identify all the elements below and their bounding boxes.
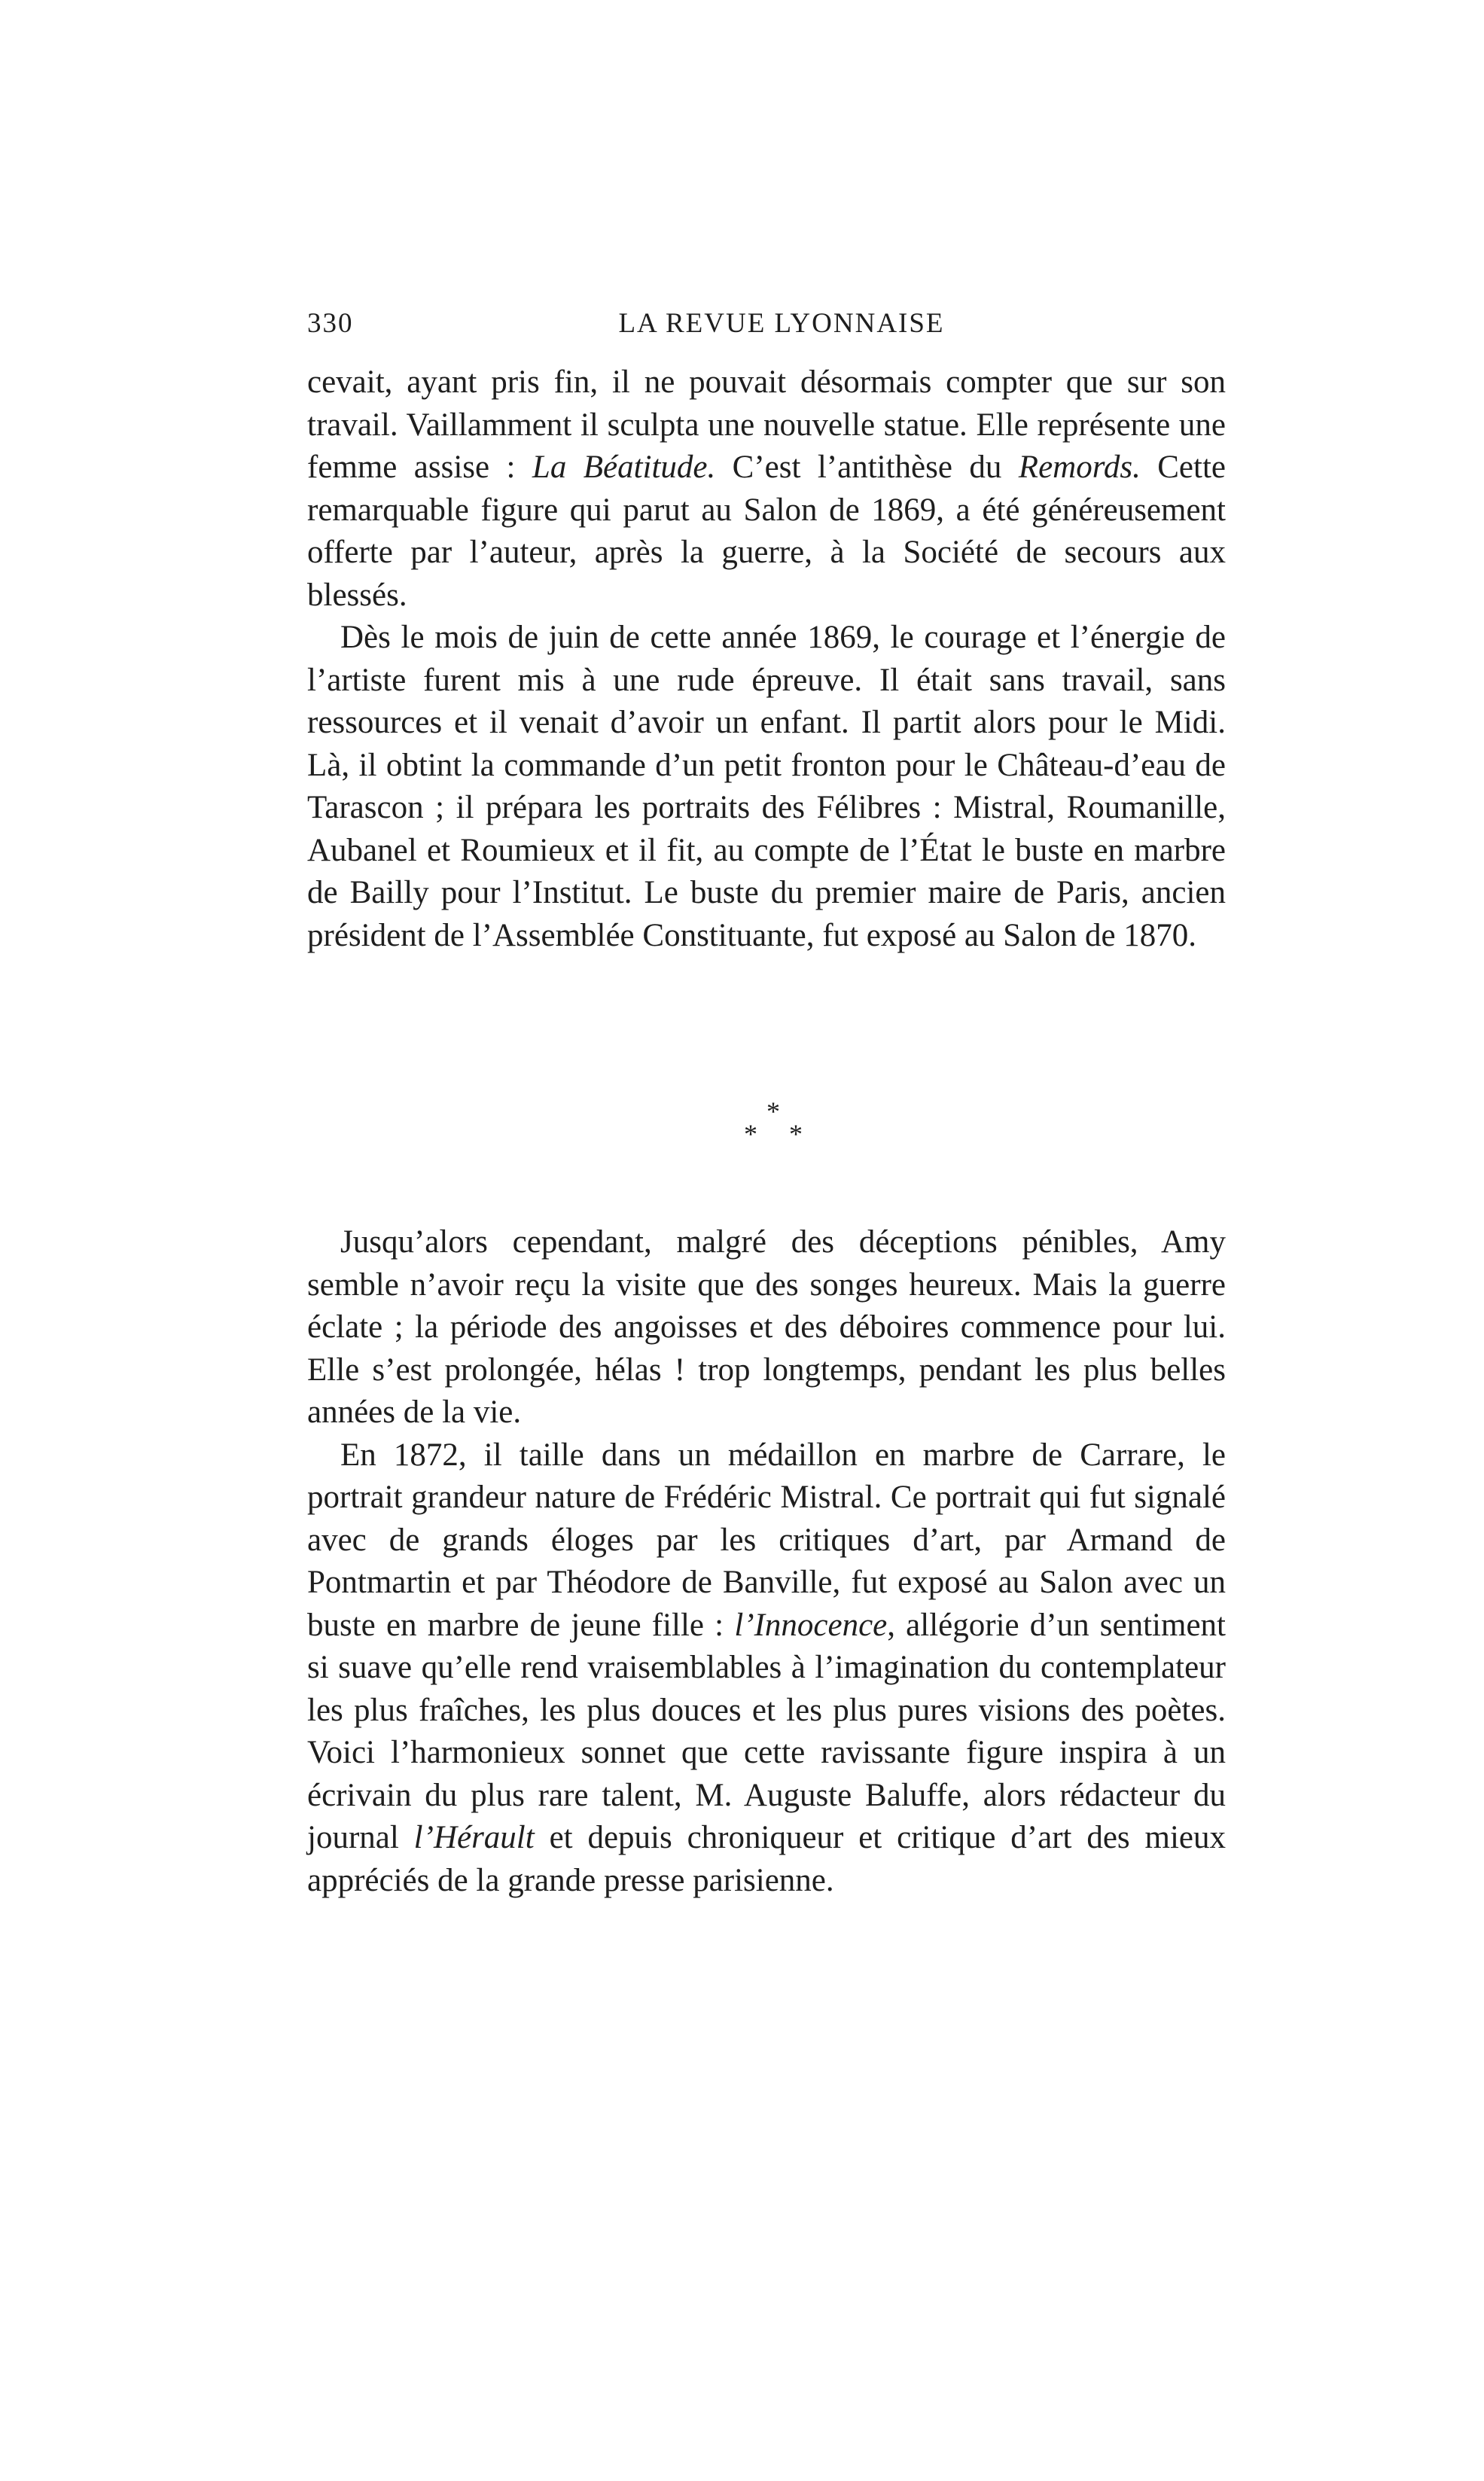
journal-name-herault: l’Hérault <box>413 1820 535 1855</box>
paragraph-2: Dès le mois de juin de cette année 1869, le courage et l’énergie de l’artiste furent mis à une rude épreuve. Il était sans travail, sans ressources et il venait d’avoir un enfant. Il partit alors pour le Midi. Là, il obtint la commande d’un petit fronton pour le Château-d’eau de Tarascon ; il prépara les portraits des Félibres : Mistral, Roumanille, Aubanel et Roumieux et il fit, au compte de l’État le buste en marbre de Bailly pour l’Institut. Le buste du premier maire de Paris, ancien président de l’Assemblée Constituante, fut exposé au Salon de 1870. <box>307 620 1226 953</box>
running-head <box>307 307 1226 352</box>
work-title-remords: Remords. <box>1018 450 1141 485</box>
paragraph-1: cevait, ayant pris fin, il ne pouvait désormais compter que sur son travail. Vaillamment il sculpta une nouvelle statue. Elle représente une femme assise : La Béatitude. C’est l’antithèse du Remords. Cette remarquable figure qui parut au Salon de 1869, a été généreusement offerte par l’auteur, après la guerre, à la Société de secours aux blessés. <box>307 364 1226 613</box>
work-title-innocence: l’Innocence <box>734 1607 888 1643</box>
journal-title: LA REVUE LYONNAISE <box>618 308 945 339</box>
paragraph-3: Jusqu’alors cependant, malgré des déceptions pénibles, Amy semble n’avoir reçu la visite que des songes heureux. Mais la guerre éclate ; la période des angoisses et des déboires commence pour lui. Elle s’est prolongée, hélas ! trop longtemps, pendant les plus belles années de la vie. <box>307 1224 1226 1430</box>
asterisk-top: * <box>766 1096 780 1126</box>
work-title-beatitude: La Béatitude. <box>532 450 716 485</box>
asterisk-bottom-left: * <box>744 1119 757 1149</box>
text-block-upper <box>307 361 1226 957</box>
text-block-lower <box>307 1221 1226 1902</box>
paragraph-4: En 1872, il taille dans un médaillon en marbre de Carrare, le portrait grandeur nature de Frédéric Mistral. Ce portrait qui fut signalé avec de grands éloges par les critiques d’art, par Armand de Pontmartin et par Théodore de Banville, fut exposé au Salon avec un buste en marbre de jeune fille : l’Innocence, allégorie d’un sentiment si suave qu’elle rend vraisemblables à l’imagination du contemplateur les plus fraîches, les plus douces et les plus pures visions des poètes. Voici l’harmonieux sonnet que cette ravissante figure inspira à un écrivain du plus rare talent, M. Auguste Baluffe, alors rédacteur du journal l’Hérault et depuis chroniqueur et critique d’art des mieux appréciés de la grande presse parisienne. <box>307 1437 1226 1898</box>
section-separator-asterism <box>678 1098 828 1158</box>
page-number: 330 <box>307 308 354 339</box>
asterisk-bottom-right: * <box>789 1119 803 1149</box>
